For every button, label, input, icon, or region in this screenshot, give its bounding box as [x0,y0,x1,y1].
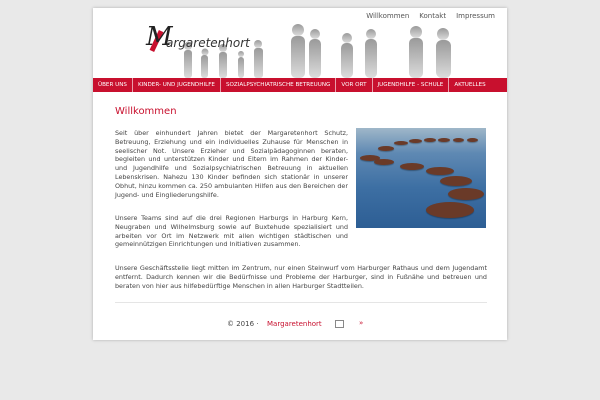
main-menu [93,78,507,92]
menu-item-jugendhilfe-schule[interactable]: JUGENDHILFE - SCHULE [373,78,450,92]
stepping-stones-image [356,128,486,228]
content-divider [115,302,487,303]
page-container [93,8,507,340]
menu-item-aktuelles[interactable]: AKTUELLES [454,82,486,88]
office-paragraph: Unsere Geschäftsstelle liegt mitten im Zentrum, nur einen Steinwurf vom Harburger Rathaus und dem Jugendamt entfernt. Dadurch kennen wir die Bedürfnisse und Probleme der Harburger, sind in Fußnähe und betreuen und beraten von hier aus hilfebedürftige Menschen in allen Harburger Stadtteilen. [115,264,487,290]
topnav-impressum[interactable]: Impressum [456,12,495,20]
page-title: Willkommen [115,106,177,117]
logo-text[interactable]: argaretenhort [166,36,250,50]
footer [93,316,507,330]
footer-copyright: © 2016 · [227,320,259,328]
topnav-willkommen[interactable]: Willkommen [366,12,410,20]
footer-next-arrow[interactable]: » [359,319,364,327]
menu-item-vor-ort[interactable]: VOR ORT [336,78,372,92]
intro-paragraph: Seit über einhundert Jahren bietet der Margaretenhort Schutz, Betreuung, Erziehung und ein individuelles Zuhause für Menschen in seelischer Not. Unsere Erzieher und Sozialpädagoginnen beraten, begleiten und unterstützen Kinder und Eltern im Rahmen der Kinder- und Jugendhilfe und Sozialpsychiatrischen Betreuung in aktuellen Lebenskrisen. Nahezu 130 Kinder befinden sich stationär in unserer Obhut, hinzu kommen ca. 250 ambulanten Hilfen aus den Bereichen der Jugend- und Eingliederungshilfe. [115,129,348,199]
teams-paragraph: Unsere Teams sind auf die drei Regionen Harburgs in Harburg Kern, Neugraben und Wilhelmsburg sowie auf Buxtehude spezialisiert und arbeiten vor Ort im Netzwerk mit allen wichtigen städtischen und gemeinnützigen Einrichtungen und Initiativen zusammen. [115,214,348,249]
image-icon[interactable] [335,320,344,328]
top-navigation [366,12,495,20]
menu-item-kinder-jugendhilfe[interactable]: KINDER- UND JUGENDHILFE [133,78,221,92]
menu-item-sozialpsychiatrische-betreuung[interactable]: SOZIALPSYCHIATRISCHE BETREUUNG [221,78,336,92]
topnav-kontakt[interactable]: Kontakt [419,12,447,20]
header [93,8,507,78]
footer-link-margaretenhort[interactable]: Margaretenhort [267,320,322,328]
menu-item-ueber-uns[interactable]: ÜBER UNS [93,78,133,92]
logo-initial[interactable]: M [146,22,173,52]
